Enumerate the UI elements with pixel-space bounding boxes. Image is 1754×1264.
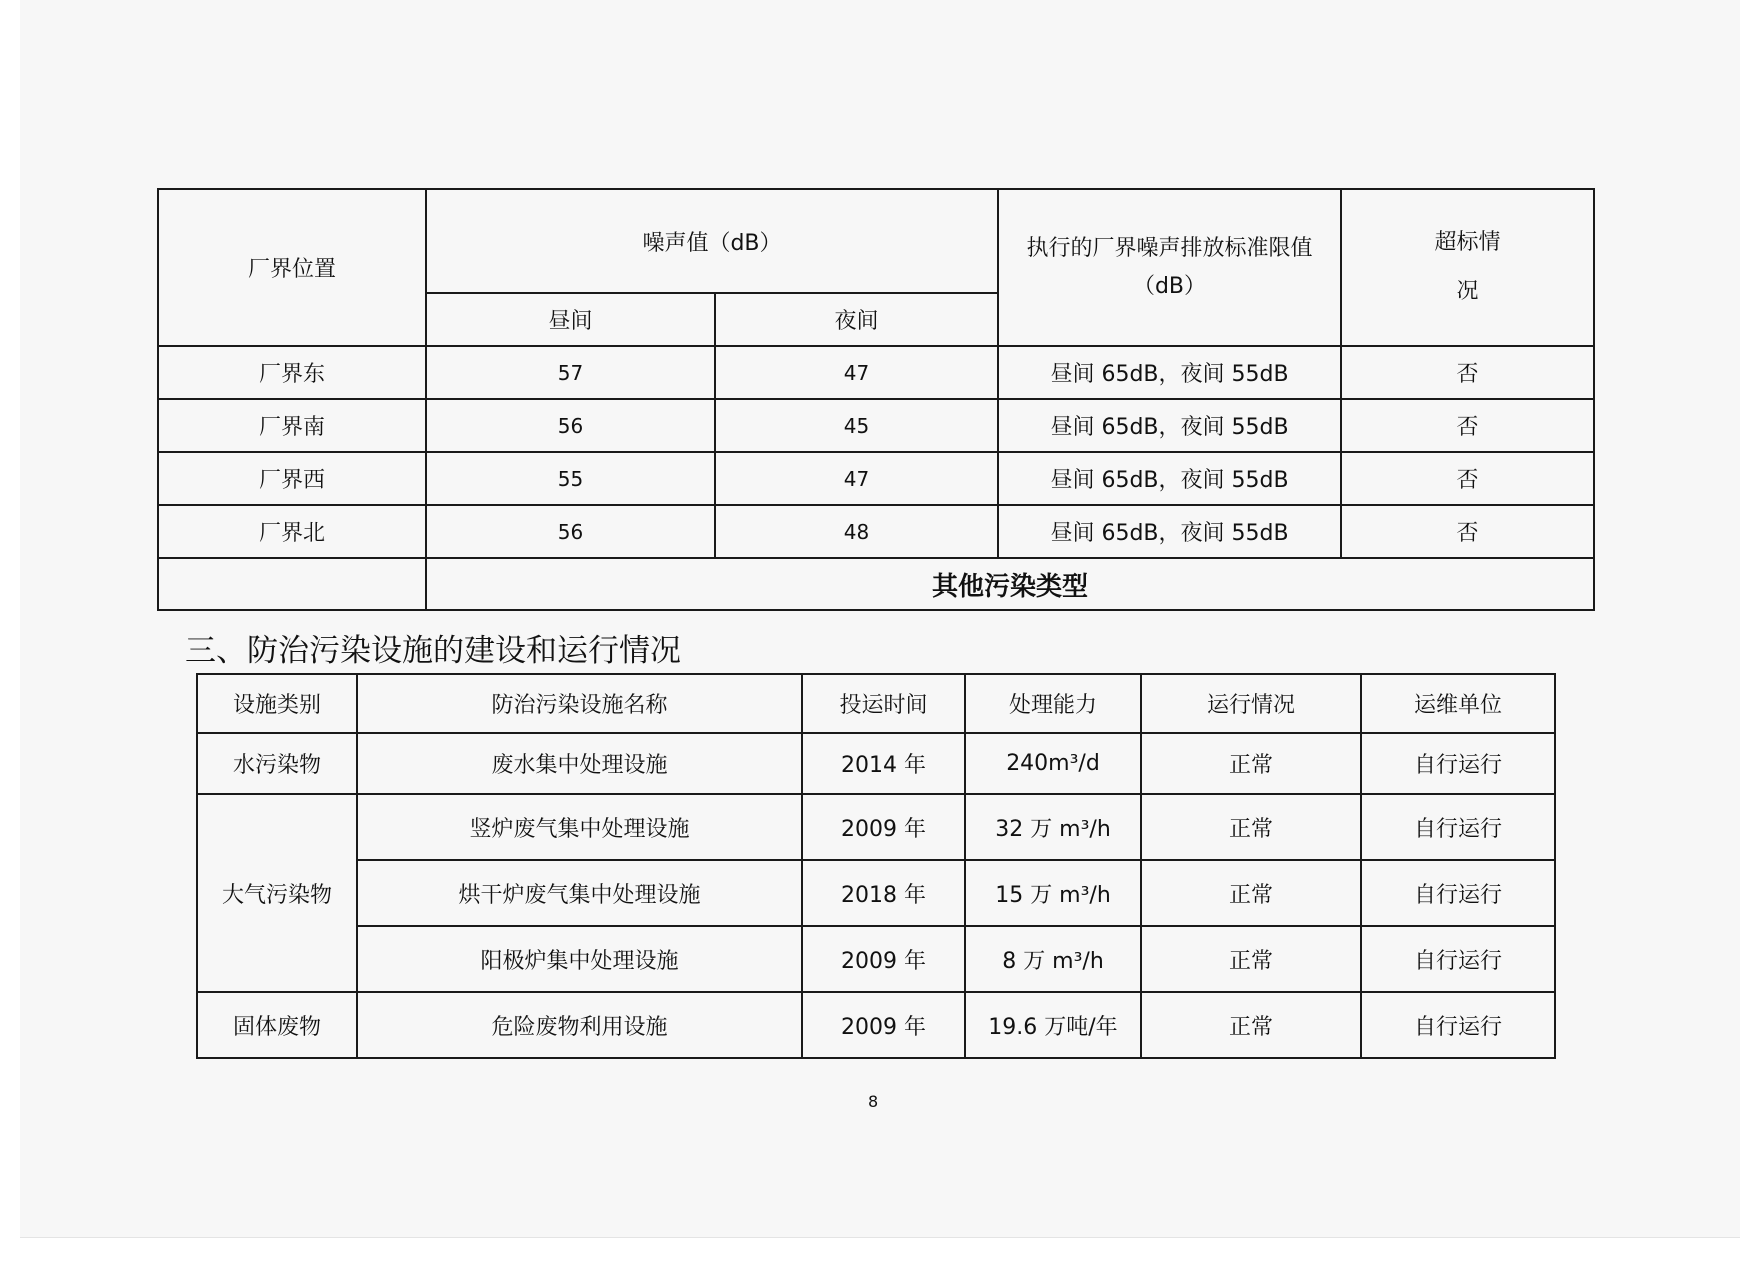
cell-status: 正常 bbox=[1141, 860, 1361, 926]
table-row bbox=[158, 452, 1594, 505]
facility-table bbox=[196, 673, 1556, 1059]
cell-night: 47 bbox=[715, 346, 998, 399]
header-night: 夜间 bbox=[715, 293, 998, 346]
header-day: 昼间 bbox=[426, 293, 715, 346]
cell-exceed: 否 bbox=[1341, 346, 1594, 399]
cell-name: 阳极炉集中处理设施 bbox=[357, 926, 802, 992]
table-row bbox=[197, 794, 1555, 860]
header-operator: 运维单位 bbox=[1361, 674, 1555, 733]
cell-status: 正常 bbox=[1141, 733, 1361, 794]
other-pollution-row bbox=[158, 558, 1594, 610]
other-blank-cell bbox=[158, 558, 426, 610]
cell-name: 危险废物利用设施 bbox=[357, 992, 802, 1058]
cell-status: 正常 bbox=[1141, 794, 1361, 860]
table-row bbox=[158, 505, 1594, 558]
page-number: 8 bbox=[868, 1092, 879, 1111]
table-row bbox=[197, 926, 1555, 992]
table-row bbox=[197, 733, 1555, 794]
cell-capacity: 8 万 m³/h bbox=[965, 926, 1141, 992]
cell-night: 47 bbox=[715, 452, 998, 505]
header-standard: 执行的厂界噪声排放标准限值（dB） bbox=[998, 189, 1341, 346]
table-row bbox=[158, 399, 1594, 452]
cell-start: 2018 年 bbox=[802, 860, 965, 926]
cell-capacity: 32 万 m³/h bbox=[965, 794, 1141, 860]
cell-operator: 自行运行 bbox=[1361, 992, 1555, 1058]
category-water: 水污染物 bbox=[197, 733, 357, 794]
cell-standard: 昼间 65dB，夜间 55dB bbox=[998, 399, 1341, 452]
cell-location: 厂界南 bbox=[158, 399, 426, 452]
header-noise-value: 噪声值（dB） bbox=[426, 189, 998, 293]
table-row bbox=[197, 860, 1555, 926]
cell-status: 正常 bbox=[1141, 992, 1361, 1058]
cell-standard: 昼间 65dB，夜间 55dB bbox=[998, 505, 1341, 558]
cell-day: 55 bbox=[426, 452, 715, 505]
cell-status: 正常 bbox=[1141, 926, 1361, 992]
cell-day: 57 bbox=[426, 346, 715, 399]
category-air: 大气污染物 bbox=[197, 794, 357, 992]
cell-exceed: 否 bbox=[1341, 452, 1594, 505]
cell-capacity: 15 万 m³/h bbox=[965, 860, 1141, 926]
header-capacity: 处理能力 bbox=[965, 674, 1141, 733]
cell-operator: 自行运行 bbox=[1361, 733, 1555, 794]
cell-name: 烘干炉废气集中处理设施 bbox=[357, 860, 802, 926]
table-row bbox=[158, 346, 1594, 399]
noise-table bbox=[157, 188, 1595, 611]
other-pollution-title: 其他污染类型 bbox=[426, 558, 1594, 610]
category-solid: 固体废物 bbox=[197, 992, 357, 1058]
cell-operator: 自行运行 bbox=[1361, 926, 1555, 992]
cell-name: 竖炉废气集中处理设施 bbox=[357, 794, 802, 860]
cell-start: 2009 年 bbox=[802, 992, 965, 1058]
table-row bbox=[197, 992, 1555, 1058]
cell-operator: 自行运行 bbox=[1361, 860, 1555, 926]
cell-location: 厂界西 bbox=[158, 452, 426, 505]
cell-capacity: 240m³/d bbox=[965, 733, 1141, 794]
cell-exceed: 否 bbox=[1341, 399, 1594, 452]
header-category: 设施类别 bbox=[197, 674, 357, 733]
cell-standard: 昼间 65dB，夜间 55dB bbox=[998, 452, 1341, 505]
header-start: 投运时间 bbox=[802, 674, 965, 733]
cell-capacity: 19.6 万吨/年 bbox=[965, 992, 1141, 1058]
header-name: 防治污染设施名称 bbox=[357, 674, 802, 733]
cell-location: 厂界北 bbox=[158, 505, 426, 558]
header-exceed: 超标情况 bbox=[1341, 189, 1594, 346]
cell-night: 48 bbox=[715, 505, 998, 558]
section-heading: 三、防治污染设施的建设和运行情况 bbox=[185, 633, 681, 669]
cell-start: 2009 年 bbox=[802, 926, 965, 992]
cell-start: 2014 年 bbox=[802, 733, 965, 794]
cell-operator: 自行运行 bbox=[1361, 794, 1555, 860]
cell-location: 厂界东 bbox=[158, 346, 426, 399]
cell-day: 56 bbox=[426, 399, 715, 452]
cell-day: 56 bbox=[426, 505, 715, 558]
header-status: 运行情况 bbox=[1141, 674, 1361, 733]
cell-exceed: 否 bbox=[1341, 505, 1594, 558]
header-location: 厂界位置 bbox=[158, 189, 426, 346]
cell-standard: 昼间 65dB，夜间 55dB bbox=[998, 346, 1341, 399]
cell-night: 45 bbox=[715, 399, 998, 452]
cell-name: 废水集中处理设施 bbox=[357, 733, 802, 794]
cell-start: 2009 年 bbox=[802, 794, 965, 860]
